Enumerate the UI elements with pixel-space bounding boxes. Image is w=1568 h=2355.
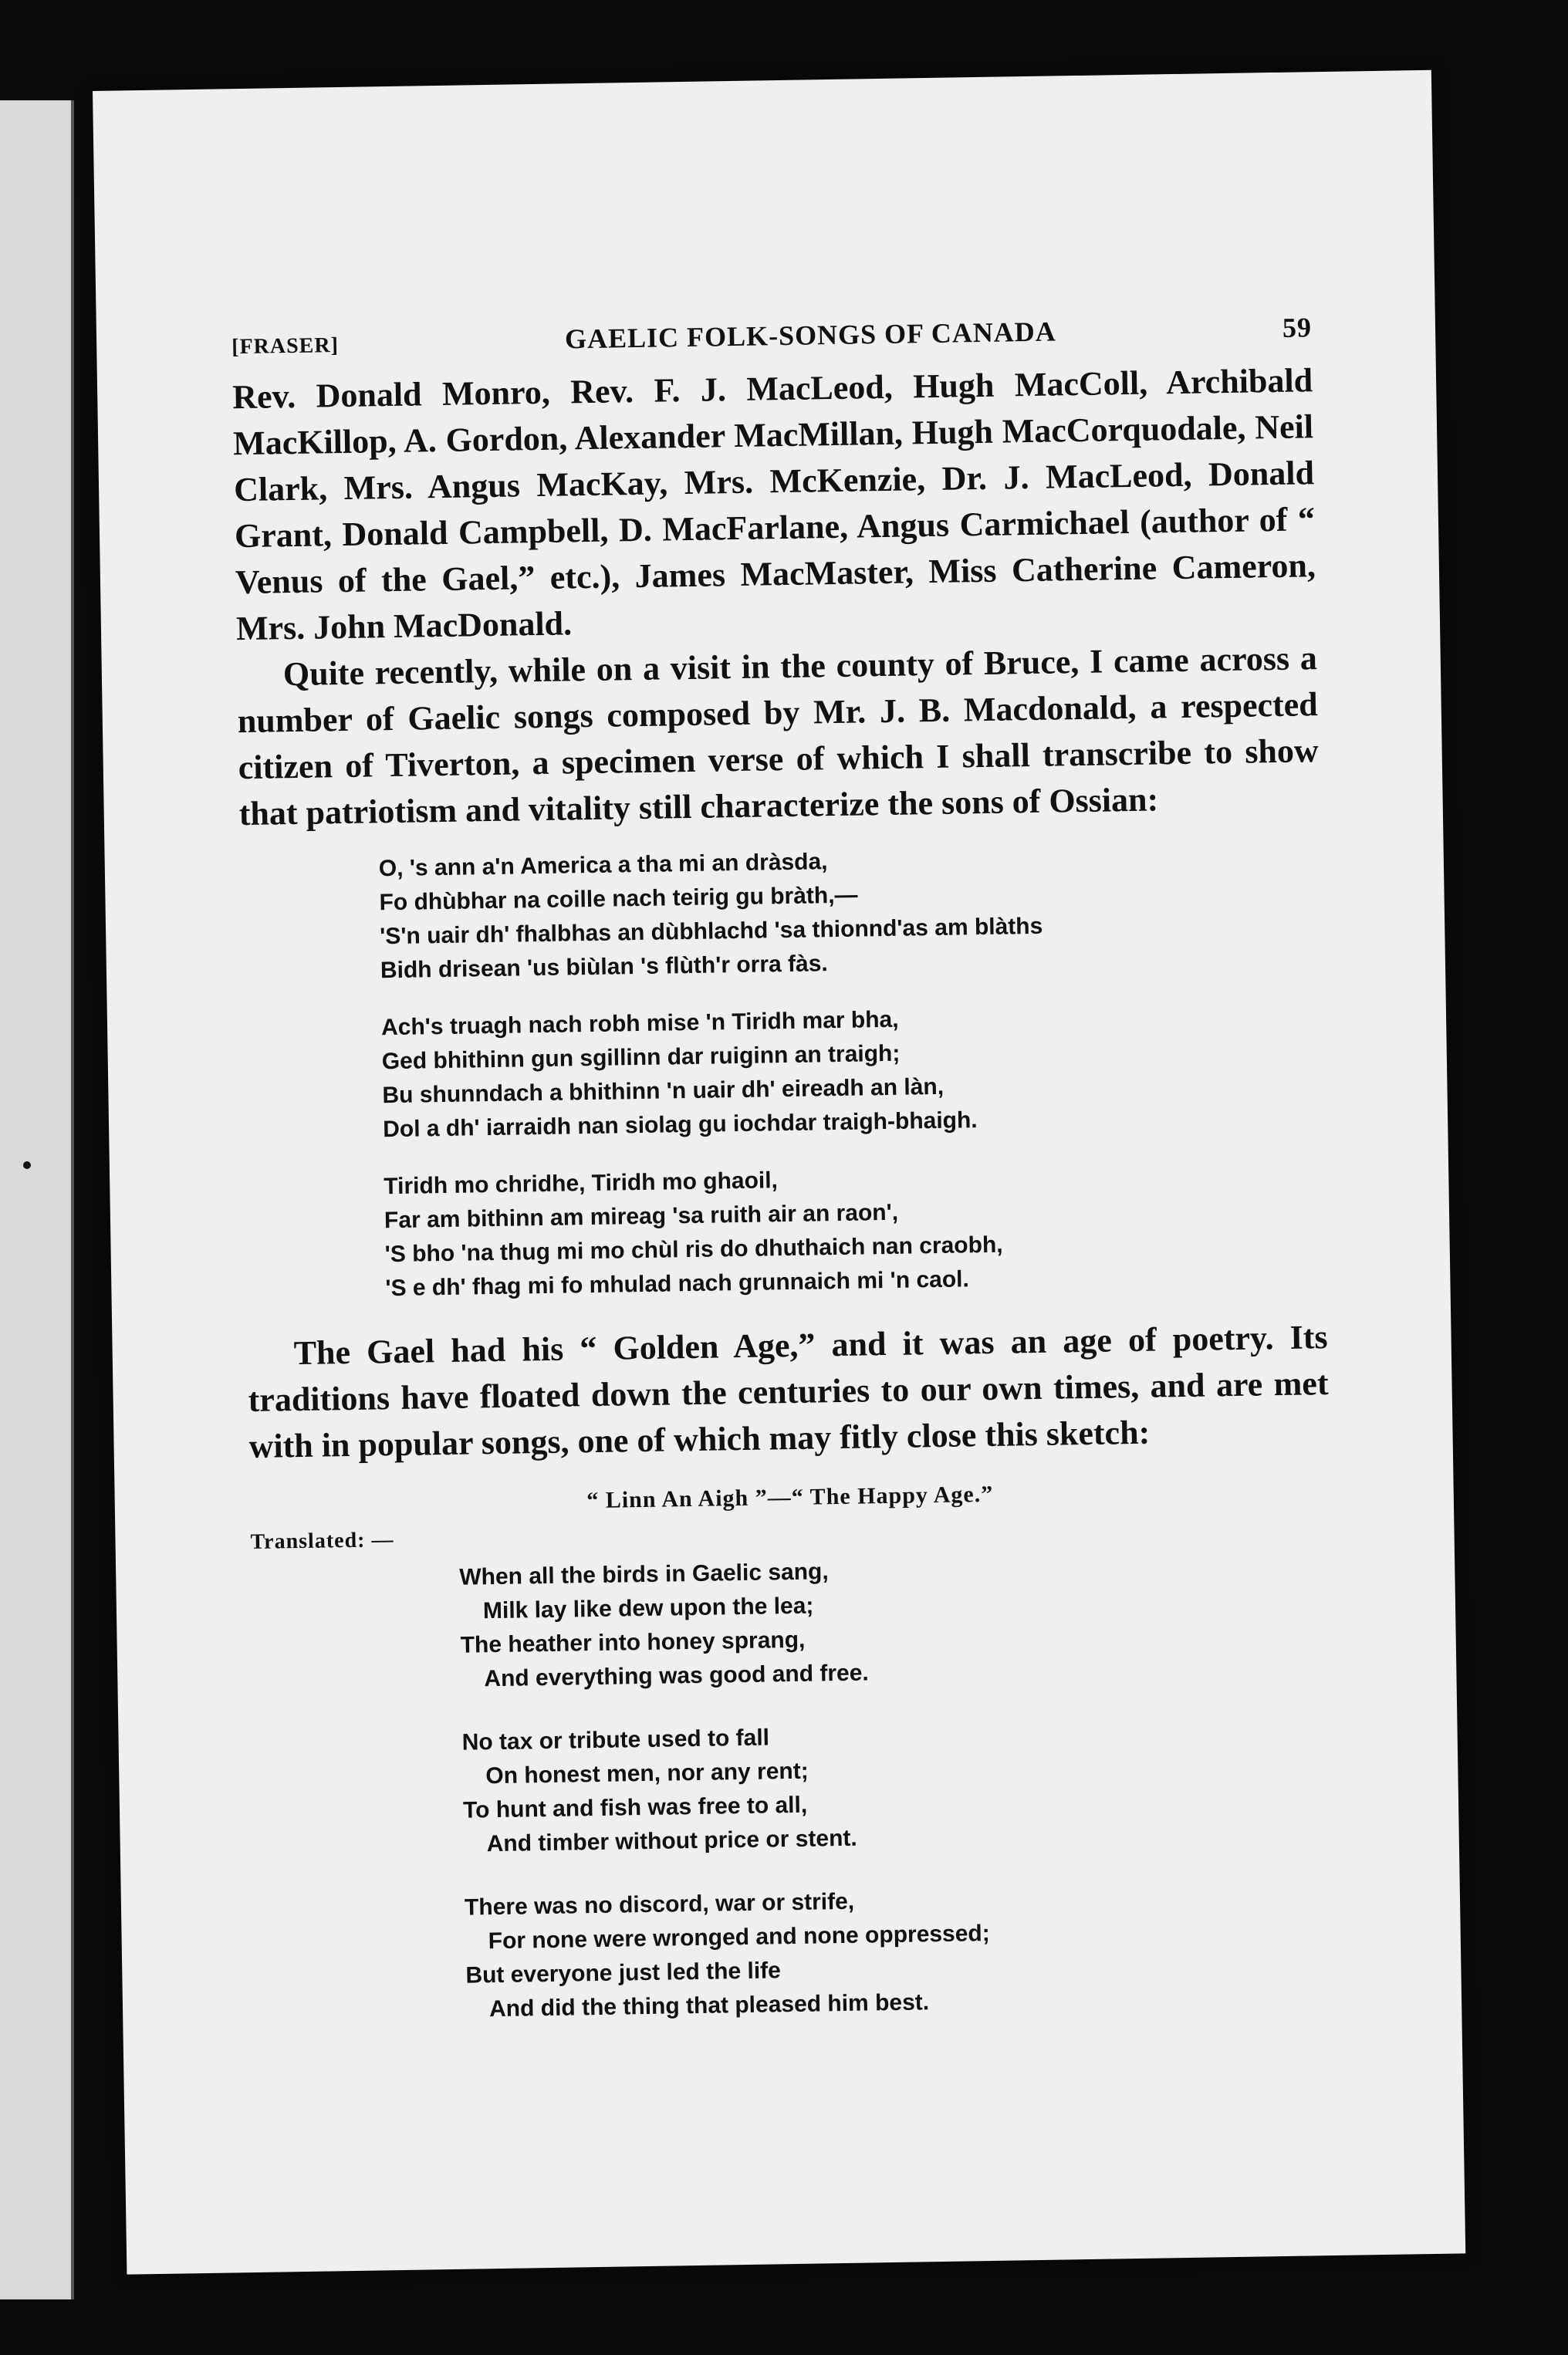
verse-line: And everything was good and free.	[484, 1660, 870, 1692]
running-title: GAELIC FOLK-SONGS OF CANADA	[564, 316, 1057, 355]
translation-stanza-3	[465, 1877, 1339, 2027]
translation-stanza-2	[461, 1712, 1336, 1862]
verse-line: There was no discord, war or strife,	[464, 1888, 855, 1921]
paragraph-names: Rev. Donald Monro, Rev. F. J. MacLeod, Hugh MacColl, Archibald MacKillop, A. Gordon, Alexander MacMillan, Hugh MacCorquodale, Neil Clark, Mrs. Angus MacKay, Mrs. McKenzie, Dr. J. MacLeod, Donald Grant, Donald Campbell, D. MacFarlane, Angus Carmichael (author of “ Venus of the Gael,” etc.), James MacMaster, Miss Catherine Cameron, Mrs. John MacDonald.	[231, 361, 1316, 648]
verse-line: Milk lay like dew upon the lea;	[482, 1593, 814, 1624]
verse-line: 'S e dh' fhag mi fo mhulad nach grunnaich mi 'n caol.	[385, 1266, 970, 1302]
verse-line: When all the birds in Gaelic sang,	[459, 1559, 829, 1590]
verse-line: No tax or tribute used to fall	[461, 1725, 770, 1755]
song-title: “ Linn An Aigh ”—“ The Happy Age.”	[586, 1481, 994, 1514]
adjacent-page-edge	[0, 100, 74, 2299]
verse-line: Fo dhùbhar na coille nach teirig gu bràth,—	[379, 882, 858, 916]
gaelic-verse	[379, 837, 1327, 1306]
running-head	[231, 311, 1312, 360]
paragraph-bruce: Quite recently, while on a visit in the county of Bruce, I came across a number of Gaelic songs composed by Mr. J. B. Macdonald, a respected citizen of Tiverton, a specimen verse of which I shall transcribe to show that patriotism and vitality still characterize the sons of Ossian:	[237, 639, 1320, 833]
book-page	[93, 70, 1465, 2275]
ink-speck	[23, 1161, 31, 1169]
gaelic-stanza-1	[379, 837, 1323, 988]
verse-line: And timber without price or stent.	[486, 1825, 857, 1857]
translation-verse	[459, 1547, 1338, 2027]
verse-line: Dol a dh' iarraidh nan siolag gu iochdar traigh-bhaigh.	[382, 1107, 978, 1143]
verse-line: And did the thing that pleased him best.	[488, 1989, 930, 2022]
translated-label: Translated: —	[250, 1528, 394, 1555]
verse-line: Tiridh mo chridhe, Tiridh mo ghaoil,	[384, 1167, 779, 1200]
verse-line: 'S bho 'na thug mi mo chùl ris do dhuthaich nan craobh,	[384, 1232, 1003, 1268]
verse-line: Ach's truagh nach robh mise 'n Tiridh mar bha,	[380, 1006, 899, 1041]
verse-line: But everyone just led the life	[465, 1958, 782, 1988]
verse-line: The heather into honey sprang,	[460, 1627, 806, 1658]
verse-line: Bidh drisean 'us biùlan 's flùth'r orra fàs.	[380, 951, 828, 984]
page-content	[231, 311, 1339, 2059]
author-label: [FRASER]	[231, 333, 340, 360]
translation-stanza-1	[459, 1547, 1333, 1697]
paragraph-golden-age: The Gael had his “ Golden Age,” and it was an age of poetry. Its traditions have floated down the centuries to our own times, and are met with in popular songs, one of which may fitly close this sketch:	[248, 1318, 1329, 1466]
gaelic-stanza-3	[384, 1155, 1327, 1306]
verse-line: Bu shunndach a bhithinn 'n uair dh' eireadh an làn,	[382, 1073, 945, 1109]
verse-line: For none were wronged and none oppressed;	[488, 1921, 990, 1955]
verse-line: Far am bithinn am mireag 'sa ruith air an raon',	[384, 1199, 899, 1234]
verse-line: 'S'n uair dh' fhalbhas an dùbhlachd 'sa thionnd'as am blàths	[379, 913, 1043, 950]
verse-line: Ged bhithinn gun sgillinn dar ruiginn an traigh;	[381, 1040, 901, 1075]
page-number: 59	[1282, 312, 1313, 343]
verse-line: On honest men, nor any rent;	[485, 1758, 809, 1789]
gaelic-stanza-2	[381, 996, 1325, 1147]
verse-line: O, 's ann a'n America a tha mi an dràsda,	[378, 849, 828, 882]
verse-line: To hunt and fish was free to all,	[462, 1792, 808, 1823]
